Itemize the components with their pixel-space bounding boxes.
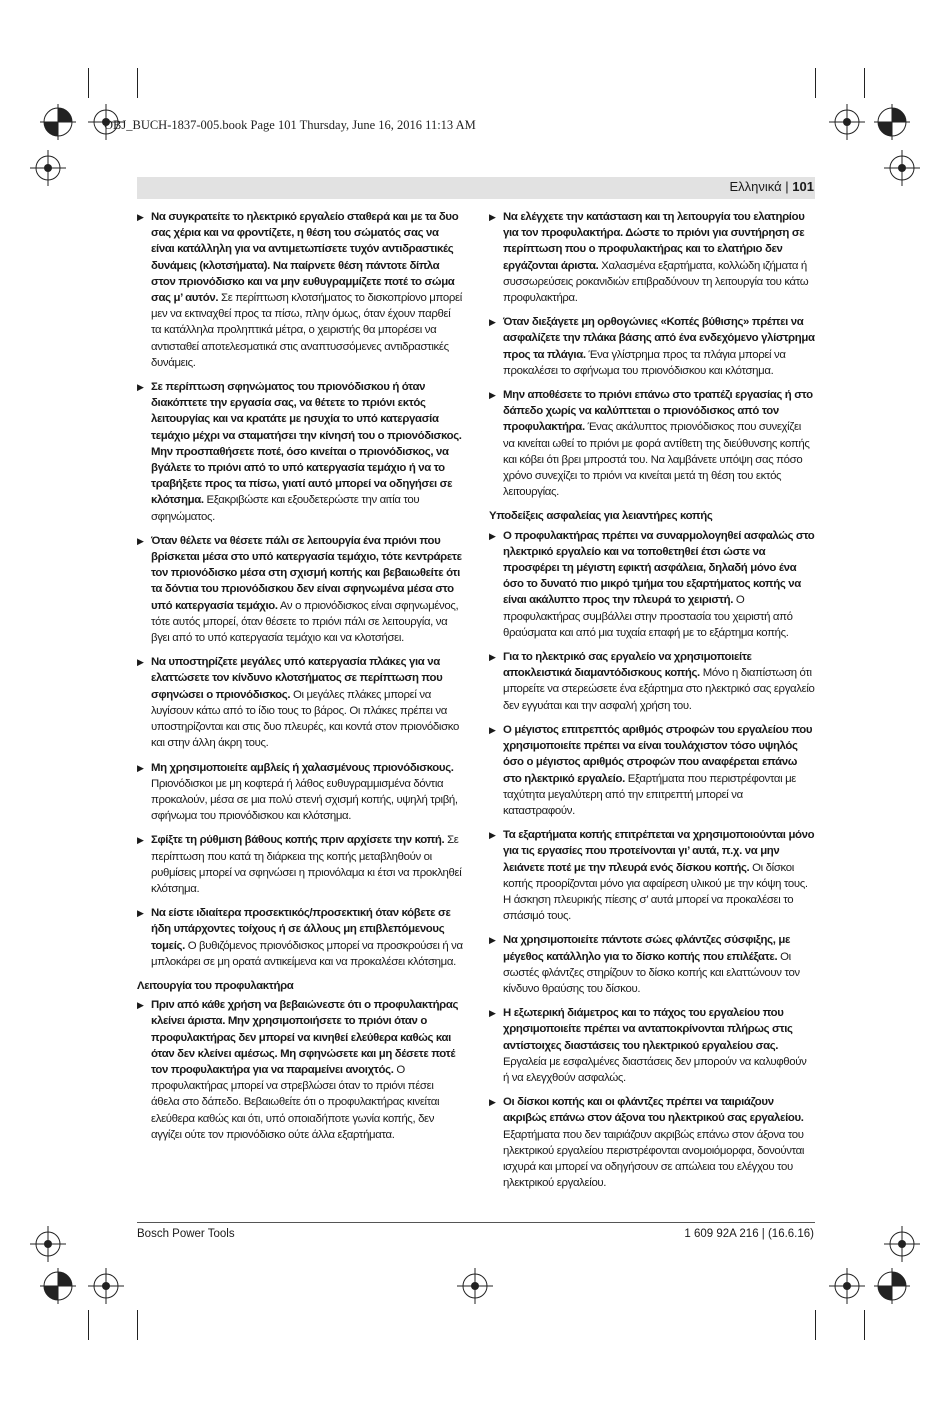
- safety-instruction: [489, 1005, 815, 1086]
- safety-instruction: [137, 379, 463, 525]
- footer-rule: [137, 1222, 815, 1223]
- registration-mark-icon: [88, 1268, 124, 1304]
- registration-mark-icon: [457, 1268, 493, 1304]
- registration-mark-icon: [884, 150, 920, 186]
- print-info: OBJ_BUCH-1837-005.book Page 101 Thursday, June 16, 2016 11:13 AM: [104, 118, 476, 132]
- instruction-emphasis: Σφίξτε τη ρύθμιση βάθους κοπής πριν αρχίσετε την κοπή.: [151, 834, 445, 847]
- triangle-right-icon: ▶: [137, 535, 144, 546]
- safety-instruction: [489, 932, 815, 997]
- registration-mark-icon: [40, 104, 76, 140]
- safety-instruction: [137, 905, 463, 970]
- header-separator: |: [785, 179, 789, 194]
- instruction-explanation: Αν ο πριονόδισκος είναι σφηνωμένος, τότε αυτός μπορεί, όταν θέσετε το πριόνι πάλι σε λειτουργία, να βγει από το υπό κατεργασία τεμάχιο και να κλοτσήσει.: [151, 599, 459, 645]
- instruction-emphasis: Οι δίσκοι κοπής και οι φλάντζες πρέπει να ταιριάζουν ακριβώς επάνω στον άξονα του ηλεκτρικού σας εργαλείου.: [503, 1096, 804, 1125]
- instruction-emphasis: Για το ηλεκτρικό σας εργαλείο να χρησιμοποιείτε αποκλειστικά διαμαντόδισκους κοπής.: [503, 651, 752, 680]
- instruction-explanation: Σε περίπτωση που κατά τη διάρκεια της κοπής μεταβληθούν οι ρυθμίσεις μπορεί να σφηνώσει η πριονόλαμα κι έτσι να προκληθεί κλότσημα.: [151, 834, 462, 895]
- instruction-explanation: Οι δίσκοι κοπής προορίζονται μόνο για αφαίρεση υλικού με την κόψη τους. Η άσκηση πλευρικής πίεσης σ’ αυτά μπορεί να προκαλέσει το σπάσιμό τους.: [503, 861, 808, 923]
- triangle-right-icon: ▶: [489, 317, 496, 328]
- triangle-right-icon: ▶: [489, 1097, 496, 1108]
- instruction-emphasis: Πριν από κάθε χρήση να βεβαιώνεστε ότι ο προφυλακτήρας κλείνει άριστα. Μην χρησιμοποιήσετε το πριόνι όταν ο προφυλακτήρας δεν μπορεί να κινηθεί ελεύθερα καθώς και όταν δεν κλείνει αμέσως. Μη σφηνώσετε και μη δέσετε ποτέ τον προφυλακτήρα για να παραμείνει ανοιχτός.: [151, 999, 459, 1076]
- triangle-right-icon: ▶: [489, 390, 496, 401]
- page-header: [730, 179, 815, 194]
- instruction-emphasis: Να συγκρατείτε το ηλεκτρικό εργαλείο σταθερά και με τα δυο σας χέρια και να φροντίζετε, η θέση του σώματός σας να είναι κατάλληλη για να αντιμετωπίσετε τυχόν αντιδραστικές δυνάμεις (κλοτσήματα). Να παίρνετε θέση πάντοτε δίπλα στον πριονόδισκο και να μην ευθυγραμμίζετε ποτέ το σώμα σας μ’ αυτόν.: [151, 211, 459, 305]
- safety-instruction: [137, 533, 463, 646]
- crop-line: [815, 68, 816, 98]
- crop-line: [864, 1310, 865, 1340]
- crop-line: [137, 1310, 138, 1340]
- triangle-right-icon: ▶: [489, 830, 496, 841]
- instruction-emphasis: Να χρησιμοποιείτε πάντοτε σώες φλάντζες σύσφιξης, με μέγεθος κατάλληλο για το δίσκο κοπής που επιλέξατε.: [503, 934, 791, 963]
- safety-instruction: [489, 722, 815, 819]
- triangle-right-icon: ▶: [137, 835, 144, 846]
- instruction-explanation: Οι σωστές φλάντζες στηρίζουν το δίσκο κοπής και ελαττώνουν τον κίνδυνο θραύσης του δίσκου.: [503, 950, 800, 995]
- triangle-right-icon: ▶: [489, 1008, 496, 1019]
- safety-instruction: [489, 387, 815, 500]
- instruction-explanation: Ένας ακάλυπτος πριονόδισκος που συνεχίζει να κινείται ωθεί το πριόνι με φορά αντίθετη της διεύθυνσης κοπής και κόβει ότι βρει μπροστά του. Να λαμβάνετε υπόψη σας πόσο χρόνο συνεχίζει το πριόνι να κινείται μετά τη θέση του εκτός λειτουργίας.: [503, 421, 810, 499]
- section-heading: Υποδείξεις ασφαλείας για λειαντήρες κοπής: [489, 510, 713, 523]
- triangle-right-icon: ▶: [489, 724, 496, 735]
- safety-instruction: [489, 827, 815, 924]
- registration-mark-icon: [874, 104, 910, 140]
- header-bar: [137, 177, 815, 199]
- instruction-explanation: Ο προφυλακτήρας μπορεί να στρεβλώσει όταν το πριόνι πέσει άθελα στο δάπεδο. Βεβαιωθείτε ότι ο προφυλακτήρας κινείται ελεύθερα καθώς και ότι, υπό οποιαδήποτε γωνία κοπής, δεν αγγίζει ούτε τον πριονόδισκο ούτε άλλα εξαρτήματα.: [151, 1063, 440, 1141]
- triangle-right-icon: ▶: [137, 212, 144, 222]
- instruction-emphasis: Να είστε ιδιαίτερα προσεκτικός/προσεκτική όταν κόβετε σε ήδη υπάρχοντες τοίχους ή σε άλλους μη επιβλεπόμενους τομείς.: [151, 907, 451, 952]
- instruction-explanation: Εξαρτήματα που δεν ταιριάζουν ακριβώς επάνω στον άξονα του ηλεκτρικού εργαλείου περιστρέφονται ανομοιόμορφα, δονούνται ισχυρά και μπορεί να οδηγήσουν σε απώλεια του ελέγχου του ηλεκτρικού εργαλείου.: [503, 1128, 805, 1190]
- instruction-emphasis: Μην αποθέσετε το πριόνι επάνω στο τραπέζι εργασίας ή στο δάπεδο χωρίς να καλύπτεται ο πριονόδισκος από τον προφυλακτήρα.: [503, 389, 813, 434]
- safety-instruction: [137, 654, 463, 751]
- safety-instruction: [489, 1094, 815, 1191]
- triangle-right-icon: ▶: [489, 935, 496, 946]
- instruction-explanation: Οι μεγάλες πλάκες μπορεί να λυγίσουν κάτω από το ίδιο τους το βάρος. Οι πλάκες πρέπει να υποστηρίζονται και στις δυο πλευρές, και κοντά στον πριονόδισκο και στην άλλη άκρη τους.: [151, 688, 459, 750]
- crop-line: [88, 1310, 89, 1340]
- safety-instruction: [137, 209, 463, 371]
- instruction-emphasis: Όταν διεξάγετε μη ορθογώνιες «Κοπές βύθισης» πρέπει να ασφαλίζετε την πλάκα βάσης από ένα ενδεχόμενο γλίστρημα προς τα πλάγια.: [503, 316, 815, 361]
- footer-brand: Bosch Power Tools: [137, 1228, 235, 1240]
- instruction-explanation: Ο προφυλακτήρας συμβάλλει στην προστασία του χειριστή από θραύσματα και από μια τυχαία επαφή με το εξάρτημα κοπής.: [503, 594, 793, 639]
- registration-mark-icon: [829, 104, 865, 140]
- instruction-explanation: Σε περίπτωση κλοτσήματος το δισκοπρίονο μπορεί μεν να εκτιναχθεί προς τα πίσω, πλην όμως, όταν έχουν παρθεί τα κατάλληλα προληπτικά μέτρα, ο χειριστής θα μπορέσει να αντισταθεί αποτελεσματικά στις αναπτυσσόμενες αντιδραστικές δυνάμεις.: [151, 292, 462, 369]
- safety-instruction: [489, 649, 815, 714]
- safety-instruction: [489, 209, 815, 306]
- footer-doc-number: 1 609 92A 216 | (16.6.16): [684, 1228, 814, 1240]
- right-column: [489, 209, 815, 1199]
- instruction-explanation: Εξαρτήματα που περιστρέφονται με ταχύτητα μεγαλύτερη από την επιτρεπτή μπορεί να καταστραφούν.: [503, 772, 797, 817]
- safety-instruction: [489, 314, 815, 379]
- triangle-right-icon: ▶: [489, 530, 496, 541]
- safety-instruction: [137, 832, 463, 897]
- instruction-emphasis: Μη χρησιμοποιείτε αμβλείς ή χαλασμένους πριονόδισκους.: [151, 761, 454, 774]
- registration-mark-icon: [30, 150, 66, 186]
- header-language: Ελληνικά: [729, 179, 782, 194]
- instruction-emphasis: Να υποστηρίζετε μεγάλες υπό κατεργασία πλάκες για να ελαττώσετε τον κίνδυνο κλοτσήματος σε περίπτωση που σφηνώσει ο πριονόδισκος.: [151, 656, 443, 701]
- triangle-right-icon: ▶: [137, 1000, 144, 1011]
- registration-mark-icon: [829, 1268, 865, 1304]
- triangle-right-icon: ▶: [137, 762, 144, 773]
- instruction-emphasis: Ο προφυλακτήρας πρέπει να συναρμολογηθεί ασφαλώς στο ηλεκτρικό εργαλείο και να τοποθετηθεί έτσι ώστε να προσφέρει τη μέγιστη εφικτή ασφάλεια, δηλαδή μόνο ένα όσο το δυνατό πιο μικρό τμήμα του εξαρτήματος κοπής να είναι ακάλυπτο προς την πλευρά το χειριστή.: [503, 529, 815, 607]
- instruction-explanation: Εξακριβώστε και εξουδετερώστε την αιτία του σφηνώματος.: [151, 494, 420, 523]
- instruction-explanation: Ο βυθιζόμενος πριονόδισκος μπορεί να προσκρούσει ή να μπλοκάρει σε μη ορατά αντικείμενα και να προκαλέσει κλότσημα.: [151, 939, 463, 968]
- safety-instruction: [137, 760, 463, 825]
- crop-line: [88, 68, 89, 98]
- triangle-right-icon: ▶: [137, 657, 144, 668]
- instruction-emphasis: Η εξωτερική διάμετρος και το πάχος του εργαλείου που χρησιμοποιείτε πρέπει να ανταποκρίνονται πλήρως στις αντίστοιχες διαστάσεις του ηλεκτρικού εργαλείου σας.: [503, 1007, 793, 1052]
- left-column: [137, 209, 463, 1151]
- triangle-right-icon: ▶: [137, 382, 144, 393]
- registration-mark-icon: [874, 1268, 910, 1304]
- crop-line: [864, 68, 865, 98]
- page-number: 101: [792, 179, 814, 194]
- triangle-right-icon: ▶: [489, 212, 496, 222]
- crop-line: [815, 1310, 816, 1340]
- section-heading: Λειτουργία του προφυλακτήρα: [137, 979, 294, 992]
- triangle-right-icon: ▶: [489, 652, 496, 663]
- instruction-emphasis: Να ελέγχετε την κατάσταση και τη λειτουργία του ελατηρίου για τον προφυλακτήρα. Δώστε το πριόνι για συντήρηση σε περίπτωση που ο προφυλακτήρας και το ελατήριο δεν εργάζονται άριστα.: [503, 211, 805, 272]
- instruction-emphasis: Σε περίπτωση σφηνώματος του πριονόδισκου ή όταν διακόπτετε την εργασία σας, να θέτετε το πριόνι εκτός λειτουργίας και να κρατάτε με ησυχία το υπό κατεργασία τεμάχιο μέχρι να σταματήσει την κίνησή του ο πριονόδισκος. Μην προσπαθήσετε ποτέ, όσο κινείται ο πριονόδισκος, να βγάλετε το πριόνι από το υπό κατεργασία τεμάχιο ή να το τραβήξετε προς τα πίσω, γιατί αυτό μπορεί να οδηγήσει σε κλότσημα.: [151, 381, 462, 507]
- registration-mark-icon: [30, 1226, 66, 1262]
- crop-line: [137, 68, 138, 98]
- instruction-explanation: Ένα γλίστρημα προς τα πλάγια μπορεί να προκαλέσει το σφήνωμα του πριονόδισκου και κλότσημα.: [503, 348, 786, 377]
- instruction-emphasis: Τα εξαρτήματα κοπής επιτρέπεται να χρησιμοποιούνται μόνο για τις εργασίες που προτείνονται γι’ αυτά, π.χ. να μην λειάνετε ποτέ με την πλευρά ενός δίσκου κοπής.: [503, 829, 815, 874]
- instruction-emphasis: Ο μέγιστος επιτρεπτός αριθμός στροφών του εργαλείου που χρησιμοποιείτε πρέπει να είναι τουλάχιστον τόσο υψηλός όσο ο μέγιστος αριθμός στροφών που αναφέρεται επάνω στο ηλεκτρικό εργαλείο.: [503, 723, 813, 785]
- instruction-explanation: Εργαλεία με εσφαλμένες διαστάσεις δεν μπορούν να καλυφθούν ή να ελεγχθούν ασφαλώς.: [503, 1055, 807, 1084]
- instruction-explanation: Χαλασμένα εξαρτήματα, κολλώδη ιζήματα ή συσσωρεύσεις ροκανιδιών επιβραδύνουν τη λειτουργία του κάτω προφυλακτήρα.: [503, 259, 809, 305]
- instruction-explanation: Μόνο η διαπίστωση ότι μπορείτε να στερεώσετε ένα εξάρτημα στο ηλεκτρικό σας εργαλείο δεν εγγυάται και την ασφαλή χρήση του.: [503, 667, 815, 712]
- safety-instruction: [137, 997, 463, 1143]
- triangle-right-icon: ▶: [137, 908, 144, 919]
- instruction-emphasis: Όταν θέλετε να θέσετε πάλι σε λειτουργία ένα πριόνι που βρίσκεται μέσα στο υπό κατεργασία τεμάχιο, τότε κεντράρετε τον πριονόδισκο μέσα στη σχισμή κοπής και βεβαιωθείτε ότι τα δόντια του πριονόδισκου δεν είναι σφηνωμένα μέσα στο υπό κατεργασία τεμάχιο.: [151, 534, 462, 612]
- safety-instruction: [489, 528, 815, 641]
- registration-mark-icon: [40, 1268, 76, 1304]
- registration-mark-icon: [884, 1226, 920, 1262]
- instruction-explanation: Πριονόδισκοι με μη κοφτερά ή λάθος ευθυγραμμισμένα δόντια προκαλούν, μέσα σε μια πολύ στενή σχισμή κοπής, υψηλή τριβή, σφήνωμα του πριονόδισκου και κλότσημα.: [151, 777, 458, 823]
